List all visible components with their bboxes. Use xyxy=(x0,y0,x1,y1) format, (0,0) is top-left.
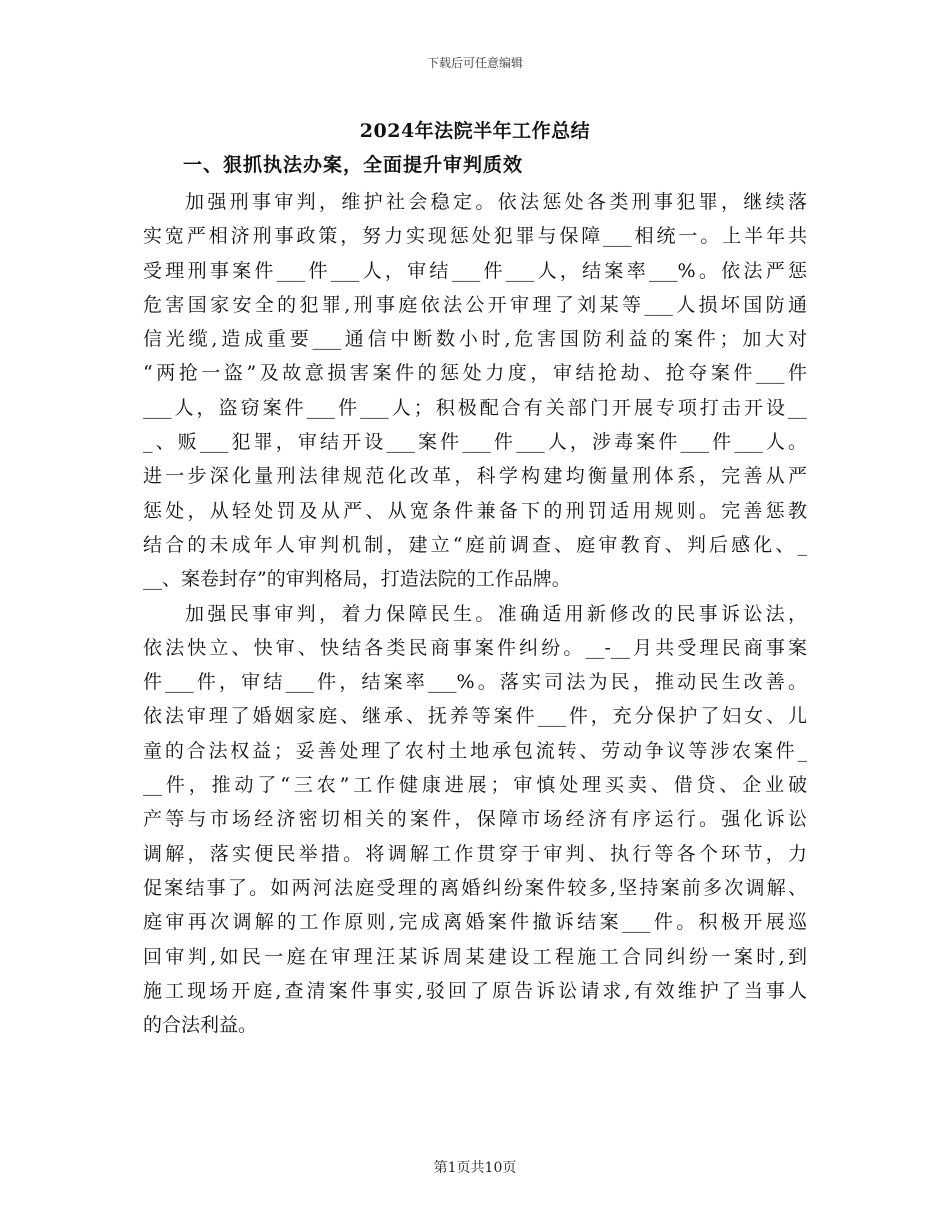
text-line: 促案结事了。如两河法庭受理的离婚纠纷案件较多,坚持案前多次调解、 xyxy=(143,876,807,899)
paragraph-2 xyxy=(143,597,807,1043)
text-line: 件___件，审结___件，结案率___%。落实司法为民，推动民生改善。 xyxy=(143,671,807,694)
text-line: 结合的未成年人审判机制，建立“庭前调查、庭审教育、判后感化、_ xyxy=(143,533,807,556)
text-line: 依法快立、快审、快结各类民商事案件纠纷。__-__月共受理民商事案 xyxy=(143,636,807,659)
paragraph-1 xyxy=(143,185,807,597)
text-line: “两抢一盗”及故意损害案件的惩处力度，审结抢劫、抢夺案件___件 xyxy=(143,362,807,385)
page-number: 第1页共10页 xyxy=(433,1160,517,1176)
text-line: __、案卷封存”的审判格局，打造法院的工作品牌。 xyxy=(143,568,571,591)
text-line: 产等与市场经济密切相关的案件，保障市场经济有序运行。强化诉讼 xyxy=(143,808,807,831)
text-line: 庭审再次调解的工作原则,完成离婚案件撤诉结案___件。积极开展巡 xyxy=(143,911,807,934)
header-note: 下载后可任意编辑 xyxy=(426,56,523,70)
text-line: _、贩___犯罪，审结开设___案件___件___人，涉毒案件___件___人。 xyxy=(143,431,807,454)
text-line: 实宽严相济刑事政策，努力实现惩处犯罪与保障___相统一。上半年共 xyxy=(143,225,807,248)
text-line: __件，推动了“三农”工作健康进展；审慎处理买卖、借贷、企业破 xyxy=(143,774,807,797)
document-title: 2024年法院半年工作总结 xyxy=(359,120,591,142)
text-line: 惩处，从轻处罚及从严、从宽条件兼备下的刑罚适用规则。完善惩教 xyxy=(143,499,807,522)
text-line: 童的合法权益；妥善处理了农村土地承包流转、劳动争议等涉农案件_ xyxy=(143,739,807,762)
text-line: 依法审理了婚姻家庭、继承、抚养等案件___件，充分保护了妇女、儿 xyxy=(143,705,807,728)
text-line: 加强民事审判，着力保障民生。准确适用新修改的民事诉讼法， xyxy=(185,602,807,625)
text-line: 信光缆,造成重要___通信中断数小时,危害国防利益的案件；加大对 xyxy=(143,328,807,351)
text-line: ___人，盗窃案件___件___人；积极配合有关部门开展专项打击开设__ xyxy=(143,396,807,419)
text-line: 加强刑事审判，维护社会稳定。依法惩处各类刑事犯罪，继续落 xyxy=(185,191,807,213)
section-heading: 一、狠抓执法办案，全面提升审判质效 xyxy=(183,154,524,176)
text-line: 危害国家安全的犯罪,刑事庭依法公开审理了刘某等___人损坏国防通 xyxy=(143,293,807,316)
text-line: 回审判,如民一庭在审理汪某诉周某建设工程施工合同纠纷一案时,到 xyxy=(143,945,807,968)
document-body xyxy=(143,185,807,1042)
text-line: 的合法利益。 xyxy=(143,1014,258,1037)
text-line: 进一步深化量刑法律规范化改革，科学构建均衡量刑体系，完善从严 xyxy=(143,465,807,488)
text-line: 受理刑事案件___件___人，审结___件___人，结案率___%。依法严惩 xyxy=(143,259,807,282)
text-line: 调解，落实便民举措。将调解工作贯穿于审判、执行等各个环节，力 xyxy=(143,842,807,865)
text-line: 施工现场开庭,查清案件事实,驳回了原告诉讼请求,有效维护了当事人 xyxy=(143,979,807,1002)
